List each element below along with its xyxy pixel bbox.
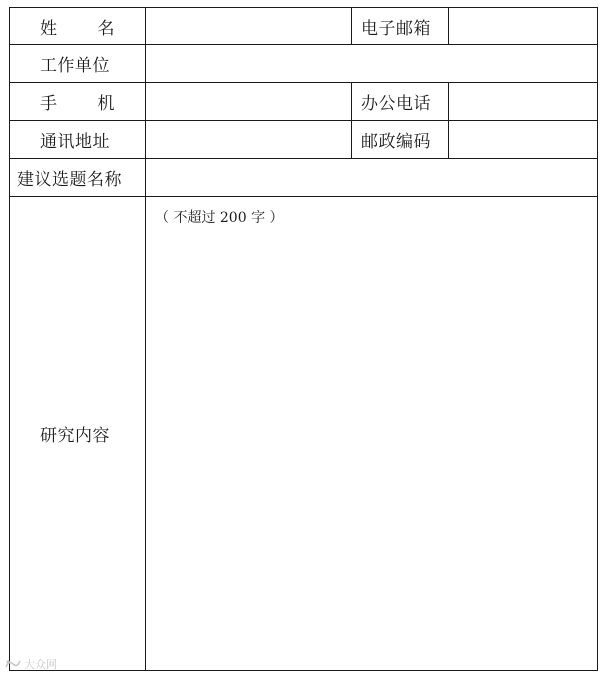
postcode-field[interactable] bbox=[449, 121, 597, 158]
name-label bbox=[10, 8, 145, 44]
name-label-char-2: 名 bbox=[97, 18, 115, 39]
mobile-label bbox=[10, 83, 145, 120]
mobile-label-char-1: 手 bbox=[40, 94, 58, 114]
name-label-char-1: 姓 bbox=[40, 18, 58, 39]
address-label: 通讯地址 bbox=[40, 132, 110, 152]
watermark bbox=[4, 656, 57, 672]
address-field[interactable] bbox=[146, 121, 351, 158]
email-field[interactable] bbox=[449, 8, 597, 44]
name-field[interactable] bbox=[146, 8, 351, 44]
email-label: 电子邮箱 bbox=[361, 18, 431, 39]
topic-field[interactable] bbox=[146, 159, 597, 196]
row-research bbox=[10, 197, 597, 670]
watermark-logo-icon bbox=[4, 659, 22, 670]
row-name-email bbox=[10, 8, 597, 45]
postcode-label: 邮政编码 bbox=[361, 132, 431, 152]
research-label: 研究内容 bbox=[40, 426, 110, 446]
work-unit-field[interactable] bbox=[146, 45, 597, 82]
topic-label: 建议选题名称 bbox=[17, 170, 122, 190]
office-phone-label: 办公电话 bbox=[361, 94, 431, 114]
watermark-text: 大众网 bbox=[24, 658, 57, 671]
mobile-label-char-2: 机 bbox=[97, 94, 115, 114]
row-mobile-phone bbox=[10, 83, 597, 121]
research-hint: （ 不超过 200 字 ） bbox=[155, 210, 284, 226]
row-topic bbox=[10, 159, 597, 197]
research-field[interactable] bbox=[146, 197, 597, 670]
mobile-field[interactable] bbox=[146, 83, 351, 120]
row-work-unit bbox=[10, 45, 597, 83]
office-phone-field[interactable] bbox=[449, 83, 597, 120]
work-unit-label: 工作单位 bbox=[40, 56, 110, 76]
topic-proposal-form bbox=[9, 7, 598, 671]
row-address-postcode bbox=[10, 121, 597, 159]
